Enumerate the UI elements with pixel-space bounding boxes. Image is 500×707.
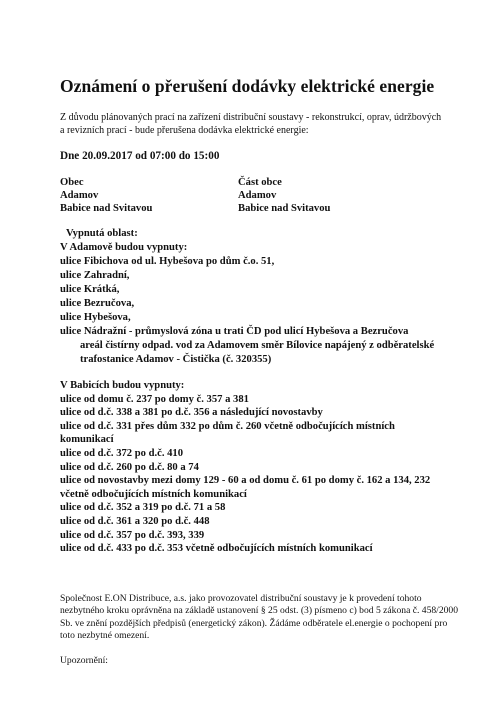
intro-line: Z důvodu plánovaných prací na zařízení distribuční soustavy - rekonstrukcí, oprav, údržbových (60, 112, 442, 123)
adamov-header: V Adamově budou vypnuty: (60, 242, 188, 253)
adamov-line: ulice Hybešova, (60, 312, 131, 323)
babice-line: ulice od d.č. 338 a 381 po d.č. 356 a následující novostavby (60, 407, 323, 419)
adamov-line: ulice Zahradní, (60, 270, 130, 281)
adamov-line: ulice Nádražní - průmyslová zóna u trati ČD pod ulicí Hybešova a Bezručova (60, 326, 409, 337)
babice-line: ulice od d.č. 433 po d.č. 353 včetně odbočujících místních komunikací (60, 543, 373, 555)
babice-line: ulice od d.č. 357 po d.č. 393, 339 (60, 529, 205, 541)
municipality-row: Babice nad Svitavou (60, 203, 153, 215)
legal-line: nezbytného kroku oprávněna na základě ustanovení § 25 odst. (3) písmeno c) bod 5 zákona č. 458/2000 (60, 605, 459, 617)
intro-line: a revizních prací - bude přerušena dodávka elektrické energie: (60, 124, 309, 136)
outage-area-adamov (60, 227, 480, 367)
adamov-line: areál čistírny odpad. vod za Adamovem směr Bílovice napájený z odběratelské (80, 340, 435, 351)
municipality-column (60, 176, 152, 216)
warning-label: Upozornění: (60, 655, 108, 666)
municipality-header: Obec (60, 177, 84, 188)
page-title: Oznámení o přerušení dodávky elektrické energie (60, 76, 435, 96)
legal-line: toto nezbytné omezení. (60, 630, 150, 642)
babice-line: ulice od d.č. 361 a 320 po d.č. 448 (60, 515, 210, 527)
babice-header: V Babicích budou vypnuty: (60, 380, 185, 391)
babice-line: ulice od domu č. 237 po domy č. 357 a 381 (60, 393, 249, 405)
intro-paragraph (60, 112, 460, 137)
adamov-line: ulice Fibichova od ul. Hybešova po dům č.o. 51, (60, 256, 275, 267)
district-column (238, 176, 330, 216)
adamov-line: ulice Krátká, (60, 284, 120, 295)
babice-line: ulice od novostavby mezi domy 129 - 60 a od domu č. 61 po domy č. 162 a 134, 232 (60, 475, 431, 487)
babice-line: ulice od d.č. 352 a 319 po d.č. 71 a 58 (60, 502, 226, 514)
legal-line: Sb. ve znění pozdějších předpisů (energetický zákon). Žádáme odběratele el.energie o pochopení pro (60, 617, 448, 629)
babice-line: komunikací (60, 434, 114, 446)
municipality-row: Adamov (60, 190, 99, 202)
adamov-line: trafostanice Adamov - Čistička (č. 320355) (80, 354, 272, 365)
district-header: Část obce (238, 177, 282, 188)
district-row: Adamov (238, 190, 277, 202)
babice-line: ulice od d.č. 331 přes dům 332 po dům č. 260 včetně odbočujících místních (60, 420, 395, 432)
babice-line: ulice od d.č. 372 po d.č. 410 (60, 447, 184, 459)
adamov-line: ulice Bezručova, (60, 298, 135, 309)
outage-area-babice (60, 379, 480, 556)
outage-date: Dne 20.09.2017 od 07:00 do 15:00 (60, 150, 220, 162)
district-row: Babice nad Svitavou (238, 203, 331, 215)
babice-line: ulice od d.č. 260 po d.č. 80 a 74 (60, 461, 199, 473)
area-label: Vypnutá oblast: (66, 228, 138, 239)
babice-line: včetně odbočujících místních komunikací (60, 488, 247, 500)
legal-line: Společnost E.ON Distribuce, a.s. jako provozovatel distribuční soustavy je k provedení tohoto (60, 593, 422, 604)
legal-notice (60, 593, 480, 643)
